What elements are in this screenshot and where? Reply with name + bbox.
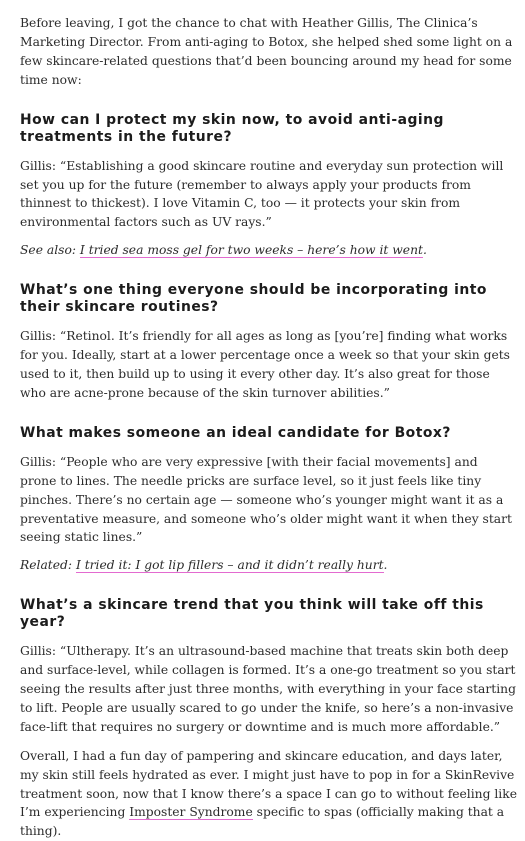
intro-paragraph: Before leaving, I got the chance to chat with Heather Gillis, The Clinica’s Marketing Director. From anti-aging to Botox, she helped shed some light on a few skincare-related questions that’d been bouncing around my head for some time now: xyxy=(20,16,513,87)
question-heading-2: What’s one thing everyone should be incorporating into their skincare routines? xyxy=(20,282,487,316)
outro-text-after: specific to spas (officially making that a thing). xyxy=(20,805,505,839)
related-prefix: Related: xyxy=(20,558,76,573)
related-line xyxy=(20,556,517,575)
question-heading-3: What makes someone an ideal candidate for Botox? xyxy=(20,424,451,441)
outro-paragraph xyxy=(20,747,517,841)
related-link[interactable]: I tried it: I got lip fillers – and it didn’t really hurt xyxy=(75,558,384,573)
related-suffix: . xyxy=(383,558,388,573)
article-body xyxy=(20,14,517,841)
see-also-suffix: . xyxy=(422,243,427,258)
see-also-line xyxy=(20,241,517,260)
outro-text-before: Overall, I had a fun day of pampering and skincare education, and days later, my skin still feels hydrated as ever. I might just have to pop in for a SkinRevive treatment soon, now that I know there’s a space I can go to without feeling like I’m experiencing xyxy=(20,748,517,820)
question-heading-1: How can I protect my skin now, to avoid anti-aging treatments in the future? xyxy=(20,111,444,145)
answer-paragraph-3: Gillis: “People who are very expressive [with their facial movements] and prone to lines. The needle pricks are surface level, so it just feels like tiny pinches. There’s no certain age — someone who’s younger might want it as a preventative measure, and someone who’s older might want it when they start seeing static lines.” xyxy=(20,454,512,545)
answer-paragraph-1: Gillis: “Establishing a good skincare routine and everyday sun protection will set you up for the future (remember to always apply your products from thinnest to thickest). I love Vitamin C, too — it protects your skin from environmental factors such as UV rays.” xyxy=(20,158,504,230)
see-also-link[interactable]: I tried sea moss gel for two weeks – here’s how it went xyxy=(79,243,423,258)
imposter-syndrome-link[interactable]: Imposter Syndrome xyxy=(129,805,253,820)
question-heading-4: What’s a skincare trend that you think will take off this year? xyxy=(20,597,484,631)
answer-paragraph-4: Gillis: “Ultherapy. It’s an ultrasound-based machine that treats skin both deep and surface-level, while collagen is formed. It’s a one-go treatment so you start seeing the results after just three months, with everything in your face starting to lift. People are usually scared to go under the knife, so here’s a non-invasive face-lift that requires no surgery or downtime and is much more affordable.” xyxy=(20,644,516,734)
see-also-prefix: See also: xyxy=(20,243,80,258)
answer-paragraph-2: Gillis: “Retinol. It’s friendly for all ages as long as [you’re] finding what works for you. Ideally, start at a lower percentage once a week so that your skin gets used to it, then build up to using it every other day. It’s also great for those who are acne-prone because of the skin turnover abilities.” xyxy=(20,329,510,400)
